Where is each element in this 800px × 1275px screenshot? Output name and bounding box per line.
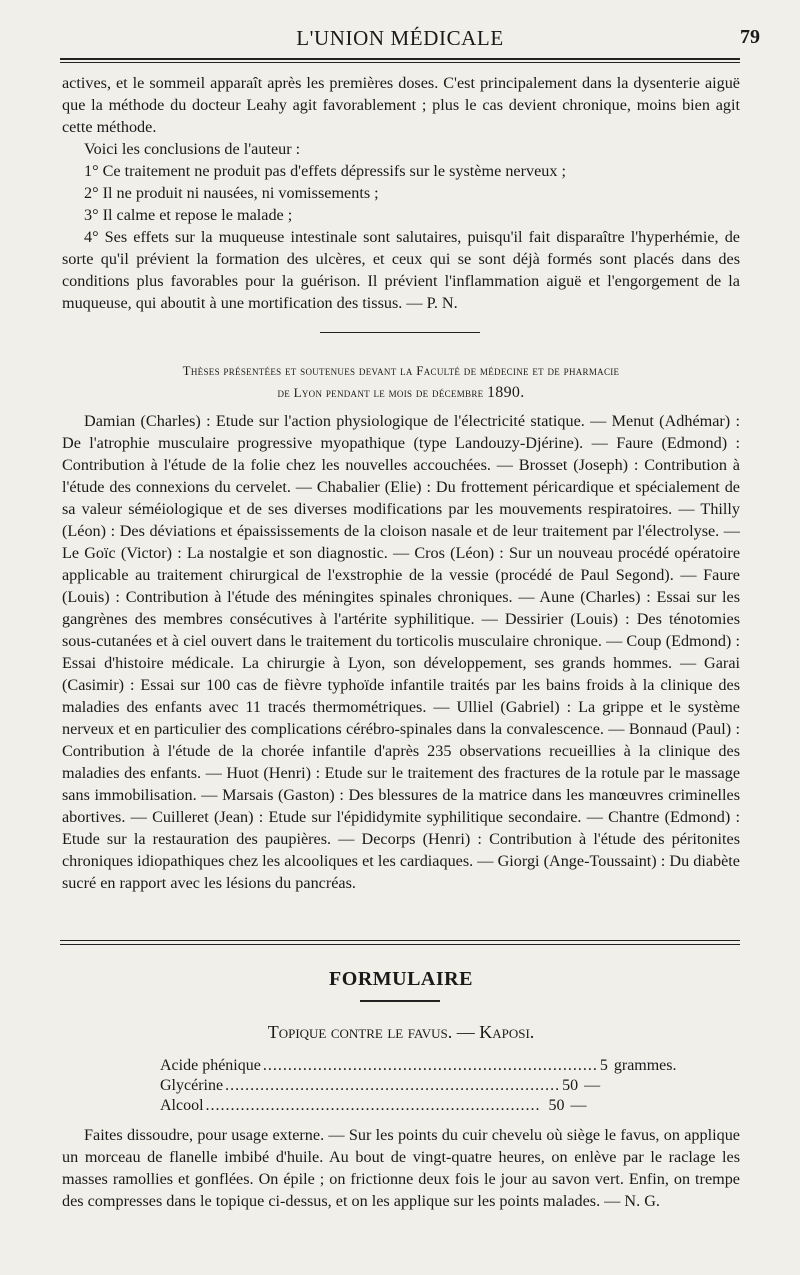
ingredient-name: Acide phénique	[160, 1057, 261, 1074]
conclusion-item: 2° Il ne produit ni nausées, ni vomissements ;	[84, 184, 379, 202]
theses-text: Damian (Charles) : Etude sur l'action physiologique de l'électricité statique. — Menut (Adhémar) : De l'atrophie musculaire progressive myopathique (type Landouzy-Djérine). — Faure (Edmond) : Contribution à l'étude de la folie chez les nouvelles accouchées. — Brosset (Joseph) : Contribution à l'étude des connexions du cervelet. — Chabalier (Elie) : Du frottement péricardique et spécialement de sa valeur séméiologique et de ses diverses modifications par les mouvements respiratoires. — Thilly (Léon) : Des déviations et épaississements de la cloison nasale et de leur traitement par l'électrolyse. — Le Goïc (Victor) : La nostalgie et son diagnostic. — Cros (Léon) : Sur un nouveau procédé opératoire applicable au traitement chirurgical de l'exstrophie de la vessie (procédé de Paul Segond). — Faure (Louis) : Contribution à l'étude des méningites spinales chroniques. — Aune (Charles) : Essai sur les gangrènes des membres consécutives à l'artérite syphilitique. — Dessirier (Louis) : Des ténotomies sous-cutanées et à ciel ouvert dans le traitement du torticolis musculaire chronique. — Coup (Edmond) : Essai d'histoire médicale. La chirurgie à Lyon, son développement, ses grands hommes. — Garai (Casimir) : Essai sur 100 cas de fièvre typhoïde infantile traités par les bains froids à la clinique des maladies des enfants avec 11 tracés thermométriques. — Ulliel (Gabriel) : La grippe et le système nerveux et en particulier des complications cérébro-spinales dans la convalescence. — Bonnaud (Paul) : Contribution à l'étude de la chorée infantile d'après 235 observations recueillies à la clinique des maladies des enfants. — Huot (Henri) : Etude sur le traitement des fractures de la rotule par le massage sans immobilisation. — Marsais (Gaston) : Des blessures de la matrice dans les manœuvres criminelles abortives. — Cuilleret (Jean) : Etude sur l'épididymite syphilitique secondaire. — Chantre (Edmond) : Etude sur la restauration des paupières. — Decorps (Henri) : Contribution à l'étude des péritonites chroniques idiopathiques chez les alcooliques et les cardiaques. — Giorgi (Ange-Toussaint) : Du diabète sucré en rapport avec les lésions du pancréas.	[62, 412, 740, 892]
ingredient-qty: 5	[599, 1057, 608, 1074]
ingredient-name: Alcool	[160, 1097, 204, 1114]
ingredient-row	[160, 1096, 620, 1116]
leader-dots: ...................................................................	[205, 1097, 541, 1114]
ingredient-unit: —	[584, 1077, 601, 1094]
formulaire-title: FORMULAIRE	[329, 968, 473, 990]
conclusion-item: 4° Ses effets sur la muqueuse intestinale sont salutaires, puisqu'il fait disparaître l'hyperhémie, de sorte qu'il prévient la formation des ulcères, et ceux qui se sont déjà formés sont placés dans des conditions plus favorables pour la guérison. Il prévient l'inflammation aiguë et l'engorgement de la muqueuse, qui aboutit à une mortification des tissus. — P. N.	[62, 228, 740, 312]
ingredient-qty: 50	[562, 1077, 579, 1094]
conclusions-lead: Voici les conclusions de l'auteur :	[84, 140, 301, 158]
formulaire-rule-bottom	[60, 944, 740, 945]
intro-section	[62, 72, 740, 314]
ingredient-name: Glycérine	[160, 1077, 224, 1094]
theses-heading	[62, 360, 740, 404]
conclusion-item: 3° Il calme et repose le malade ;	[84, 206, 293, 224]
ingredient-row	[160, 1076, 620, 1096]
page-number: 79	[740, 26, 760, 48]
leader-dots: ...................................................................	[262, 1057, 598, 1074]
recipe-ingredients	[160, 1056, 677, 1116]
section-separator	[320, 332, 480, 333]
instructions-text: Faites dissoudre, pour usage externe. — Sur les points du cuir chevelu où siège le favus, on applique un morceau de flanelle imbibé d'huile. Au bout de vingt-quatre heures, on enlève par le raclage les masses ramollies et gonflées. On épile ; on frictionne deux fois le jour au savon vert. Enfin, on trempe des compresses dans le topique ci-dessus, et on les applique sur les points malades. — N. G.	[62, 1126, 740, 1210]
ingredient-row	[160, 1056, 677, 1076]
page-header	[60, 22, 760, 56]
theses-list	[62, 410, 740, 894]
ingredient-unit: —	[570, 1097, 587, 1114]
leader-dots: ...................................................................	[225, 1077, 561, 1094]
theses-heading-line1: Thèses présentées et soutenues devant la Faculté de médecine et de pharmacie	[182, 363, 620, 378]
formulaire-rule-top	[60, 940, 740, 941]
journal-title: L'UNION MÉDICALE	[296, 26, 504, 50]
theses-heading-line2: de Lyon pendant le mois de décembre	[277, 385, 484, 400]
conclusion-item: 1° Ce traitement ne produit pas d'effets dépressifs sur le système nerveux ;	[84, 162, 566, 180]
ingredient-unit: grammes.	[613, 1057, 677, 1074]
conclusions-list	[62, 160, 740, 314]
recipe-title: Topique contre le favus. — Kaposi.	[267, 1022, 535, 1042]
header-rule	[60, 58, 740, 60]
ingredient-qty: 50	[548, 1097, 565, 1114]
theses-year: 1890.	[487, 384, 525, 401]
header-rule-thin	[60, 62, 740, 63]
recipe-instructions	[62, 1124, 740, 1212]
intro-paragraph: actives, et le sommeil apparaît après les premières doses. C'est principalement dans la dysenterie aiguë que la méthode du docteur Leahy agit favorablement ; plus le cas devient chronique, moins bien agit cette méthode.	[62, 74, 740, 136]
formulaire-underline	[360, 1000, 440, 1002]
